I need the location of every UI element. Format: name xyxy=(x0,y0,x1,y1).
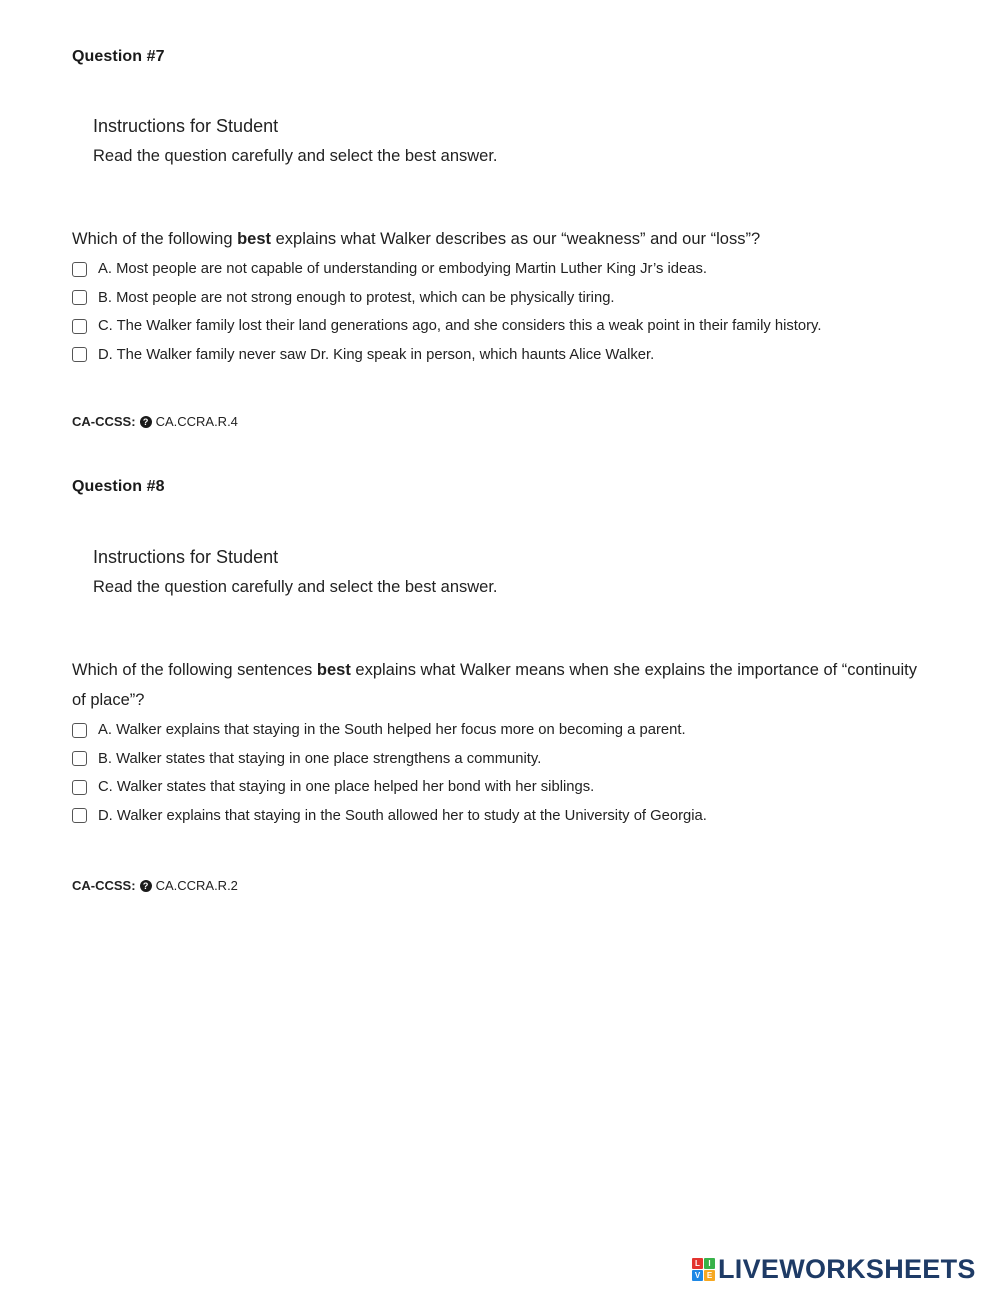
help-icon[interactable]: ? xyxy=(140,880,152,892)
standard-label: CA-CCSS: xyxy=(72,414,136,429)
standard-label: CA-CCSS: xyxy=(72,878,136,893)
checkbox[interactable] xyxy=(72,780,87,795)
question-stem xyxy=(72,224,932,254)
logo-tile: E xyxy=(704,1270,715,1281)
instructions-title: Instructions for Student xyxy=(93,547,279,567)
standard-tag xyxy=(72,878,932,893)
choice-d[interactable] xyxy=(72,802,932,831)
choice-a[interactable] xyxy=(72,716,932,745)
question-heading: Question #8 xyxy=(72,478,165,495)
checkbox[interactable] xyxy=(72,723,87,738)
stem-emphasis: best xyxy=(237,230,272,248)
instructions-block xyxy=(93,547,932,597)
choice-c[interactable] xyxy=(72,312,932,341)
choice-b[interactable] xyxy=(72,284,932,313)
stem-text: explains what Walker describes as our “weakness” and our “loss”? xyxy=(271,230,761,248)
instructions-text: Read the question carefully and select the best answer. xyxy=(93,147,498,165)
stem-emphasis: best xyxy=(316,661,351,679)
question-heading: Question #7 xyxy=(72,48,165,65)
choice-list xyxy=(72,716,932,830)
logo-tiles-icon xyxy=(692,1258,715,1281)
logo-tile: I xyxy=(704,1258,715,1269)
choice-c[interactable] xyxy=(72,773,932,802)
instructions-text: Read the question carefully and select the best answer. xyxy=(93,578,498,596)
standard-tag xyxy=(72,414,932,429)
choice-a[interactable] xyxy=(72,255,932,284)
choice-label: B. Walker states that staying in one place strengthens a community. xyxy=(98,750,542,767)
choice-label: D. The Walker family never saw Dr. King speak in person, which haunts Alice Walker. xyxy=(98,346,655,363)
checkbox[interactable] xyxy=(72,808,87,823)
standard-code: CA.CCRA.R.2 xyxy=(155,878,238,893)
choice-b[interactable] xyxy=(72,745,932,774)
instructions-title: Instructions for Student xyxy=(93,116,279,136)
choice-label: D. Walker explains that staying in the South allowed her to study at the University of Georgia. xyxy=(98,807,707,824)
logo-text: LIVEWORKSHEETS xyxy=(718,1254,976,1284)
liveworksheets-logo xyxy=(692,1254,976,1285)
standard-code: CA.CCRA.R.4 xyxy=(155,414,238,429)
logo-tile: L xyxy=(692,1258,703,1269)
choice-d[interactable] xyxy=(72,341,932,370)
choice-list xyxy=(72,255,932,369)
checkbox[interactable] xyxy=(72,347,87,362)
instructions-block xyxy=(93,116,932,166)
help-icon[interactable]: ? xyxy=(140,416,152,428)
stem-text: Which of the following sentences xyxy=(72,661,317,679)
stem-text: Which of the following xyxy=(72,230,238,248)
stem-text: explains what Walker means when she explains the importance of “continuity of place”? xyxy=(72,661,918,709)
question-stem xyxy=(72,655,932,715)
logo-tile: V xyxy=(692,1270,703,1281)
choice-label: A. Most people are not capable of understanding or embodying Martin Luther King Jr’s ideas. xyxy=(98,261,707,278)
checkbox[interactable] xyxy=(72,319,87,334)
choice-label: C. The Walker family lost their land generations ago, and she considers this a weak point in their family history. xyxy=(98,318,822,335)
checkbox[interactable] xyxy=(72,262,87,277)
choice-label: C. Walker states that staying in one place helped her bond with her siblings. xyxy=(98,779,595,796)
question-7 xyxy=(72,48,932,429)
question-8 xyxy=(72,478,932,893)
choice-label: B. Most people are not strong enough to protest, which can be physically tiring. xyxy=(98,289,615,306)
checkbox[interactable] xyxy=(72,751,87,766)
checkbox[interactable] xyxy=(72,290,87,305)
choice-label: A. Walker explains that staying in the South helped her focus more on becoming a parent. xyxy=(98,722,686,739)
